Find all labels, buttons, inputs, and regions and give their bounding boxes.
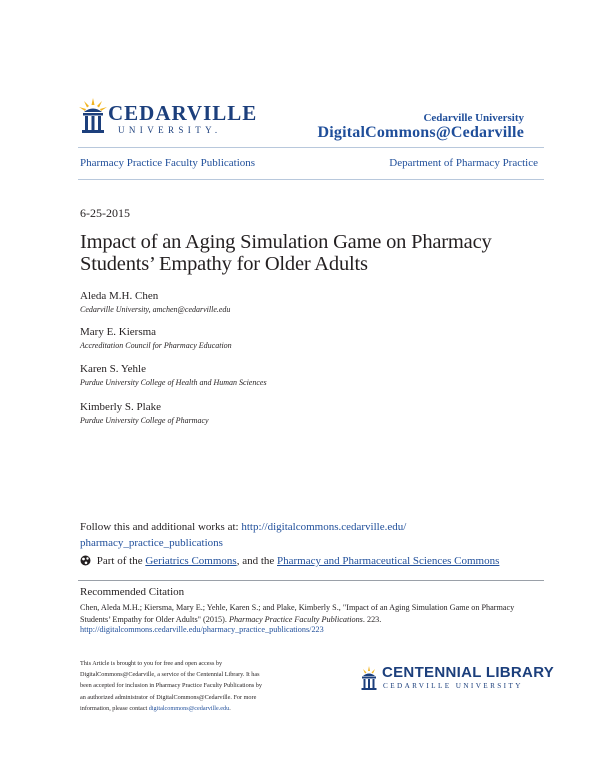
- contact-prefix: information, please contact: [80, 704, 149, 712]
- citation-url-link[interactable]: http://digitalcommons.cedarville.edu/pharmacy_practice_publications/223: [80, 625, 324, 634]
- access-line: been accepted for inclusion in Pharmacy Practice Faculty Publications by: [80, 682, 262, 690]
- citation-line: [80, 614, 550, 626]
- author-name: Karen S. Yehle: [80, 363, 146, 375]
- divider: [78, 179, 544, 180]
- author-name: Mary E. Kiersma: [80, 326, 157, 338]
- logo-subtitle: UNIVERSITY.: [118, 125, 222, 135]
- citation-series: Pharmacy Practice Faculty Publications: [228, 614, 363, 624]
- cedarville-crest-icon: [78, 96, 108, 136]
- contact-email-link[interactable]: digitalcommons@cedarville.edu: [148, 704, 230, 712]
- repository-name[interactable]: DigitalCommons@Cedarville: [317, 124, 524, 141]
- title-line: Students’ Empathy for Older Adults: [80, 253, 368, 275]
- citation-number: . 223.: [362, 614, 382, 624]
- publication-date: 6-25-2015: [80, 206, 130, 220]
- part-of-line: [80, 555, 499, 567]
- access-statement: [80, 658, 320, 714]
- citation-heading: Recommended Citation: [80, 586, 185, 598]
- contact-suffix: .: [229, 704, 231, 712]
- centennial-library-logo: [360, 664, 555, 694]
- author-name: Aleda M.H. Chen: [80, 290, 159, 302]
- citation-line2-prefix: Students’ Empathy for Older Adults" (2015).: [80, 614, 229, 624]
- repository-university[interactable]: Cedarville University: [423, 112, 524, 124]
- partof-prefix: Part of the: [94, 555, 146, 567]
- follow-line: [80, 521, 406, 533]
- author-affiliation: Accreditation Council for Pharmacy Education: [80, 341, 232, 350]
- library-wordmark: CENTENNIAL LIBRARY: [382, 664, 555, 681]
- title-line: Impact of an Aging Simulation Game on Pharmacy: [80, 231, 492, 253]
- divider: [78, 580, 544, 581]
- author-affiliation: Purdue University College of Health and Human Sciences: [80, 378, 267, 387]
- follow-text: Follow this and additional works at:: [80, 521, 242, 533]
- commons-network-icon: [80, 555, 91, 566]
- author-name: Kimberly S. Plake: [80, 401, 161, 413]
- geriatrics-commons-link[interactable]: Geriatrics Commons: [145, 555, 237, 567]
- series-link[interactable]: Pharmacy Practice Faculty Publications: [80, 157, 256, 169]
- logo-wordmark: CEDARVILLE: [108, 101, 258, 125]
- collection-url-link[interactable]: http://digitalcommons.cedarville.edu/: [241, 521, 407, 533]
- access-line: [80, 703, 320, 714]
- access-line: This Article is brought to you for free and open access by: [80, 660, 223, 667]
- cedarville-logo: [78, 96, 258, 141]
- collection-url-link-cont[interactable]: pharmacy_practice_publications: [80, 537, 223, 549]
- access-line: an authorized administrator of DigitalCommons@Cedarville. For more: [80, 693, 257, 701]
- citation-text: [80, 602, 550, 625]
- divider: [78, 147, 544, 148]
- author-affiliation: Cedarville University, amchen@cedarville.edu: [80, 305, 231, 314]
- pharmacy-commons-link[interactable]: Pharmacy and Pharmaceutical Sciences Commons: [277, 555, 500, 567]
- article-title: [80, 231, 550, 275]
- library-crest-icon: [360, 666, 378, 692]
- author-affiliation: Purdue University College of Pharmacy: [80, 416, 209, 425]
- access-line: DigitalCommons@Cedarville, a service of the Centennial Library. It has: [80, 671, 260, 679]
- citation-line: Chen, Aleda M.H.; Kiersma, Mary E.; Yehle, Karen S.; and Plake, Kimberly S., "Impact of an Aging Simulation Game on Pharmacy: [80, 603, 515, 612]
- department-link[interactable]: Department of Pharmacy Practice: [389, 157, 538, 169]
- library-subtitle: CEDARVILLE UNIVERSITY: [383, 682, 523, 690]
- partof-join: , and the: [236, 555, 278, 567]
